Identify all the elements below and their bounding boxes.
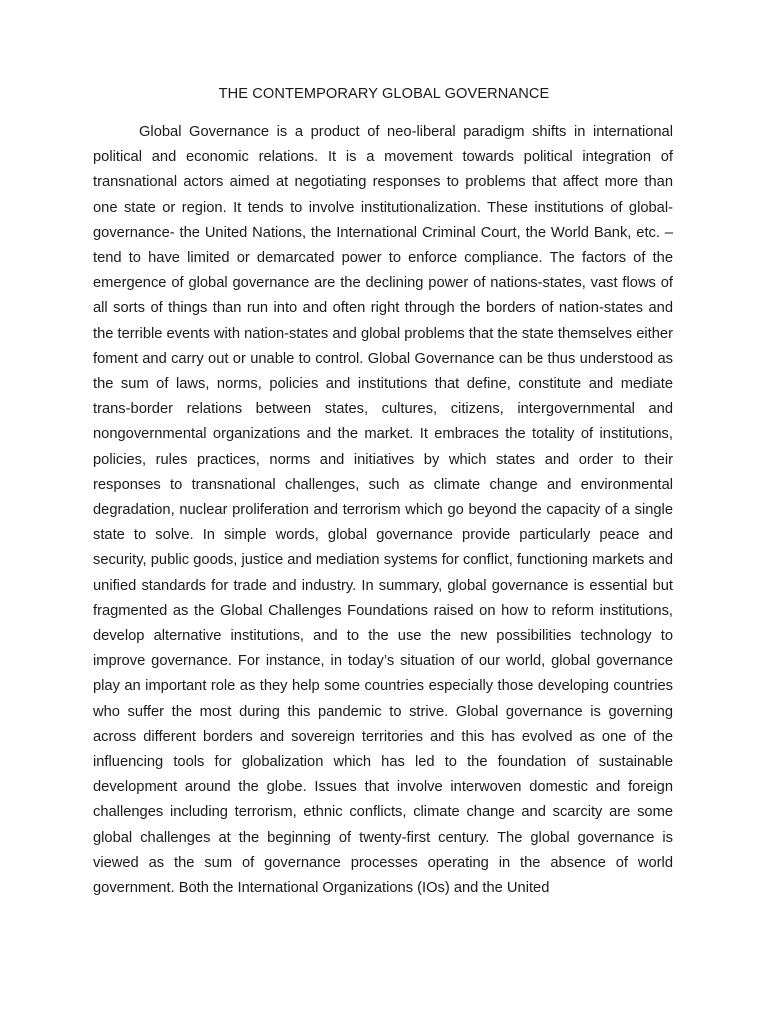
body-paragraph: Global Governance is a product of neo-liberal paradigm shifts in international political and economic relations. It is a movement towards political integration of transnational actors aimed at negotiating responses to problems that affect more than one state or region. It tends to involve institutionalization. These institutions of global- governance- the United Nations, the International Criminal Court, the World Bank, etc. – tend to have limited or demarcated power to enforce compliance. The factors of the emergence of global governance are the declining power of nations-states, vast flows of all sorts of things than run into and often right through the borders of nation-states and the terrible events with nation-states and global problems that the state themselves either foment and carry out or unable to control. Global Governance can be thus understood as the sum of laws, norms, policies and institutions that define, constitute and mediate trans-border relations between states, cultures, citizens, intergovernmental and nongovernmental organizations and the market. It embraces the totality of institutions, policies, rules practices, norms and initiatives by which states and order to their responses to transnational challenges, such as climate change and environmental degradation, nuclear proliferation and terrorism which go beyond the capacity of a single state to solve. In simple words, global governance provide particularly peace and security, public goods, justice and mediation systems for conflict, functioning markets and unified standards for trade and industry. In summary, global governance is essential but fragmented as the Global Challenges Foundations raised on how to reform institutions, develop alternative institutions, and to the use the new possibilities technology to improve governance. For instance, in today’s situation of our world, global governance play an important role as they help some countries especially those developing countries who suffer the most during this pandemic to strive. Global governance is governing across different borders and sovereign territories and this has evolved as one of the influencing tools for globalization which has led to the foundation of sustainable development around the globe. Issues that involve interwoven domestic and foreign challenges including terrorism, ethnic conflicts, climate change and scarcity are some global challenges at the beginning of twenty-first century. The global governance is viewed as the sum of governance processes operating in the absence of world government. Both the International Organizations (IOs) and the United	[93, 124, 673, 897]
document-title: THE CONTEMPORARY GLOBAL GOVERNANCE	[218, 86, 550, 102]
